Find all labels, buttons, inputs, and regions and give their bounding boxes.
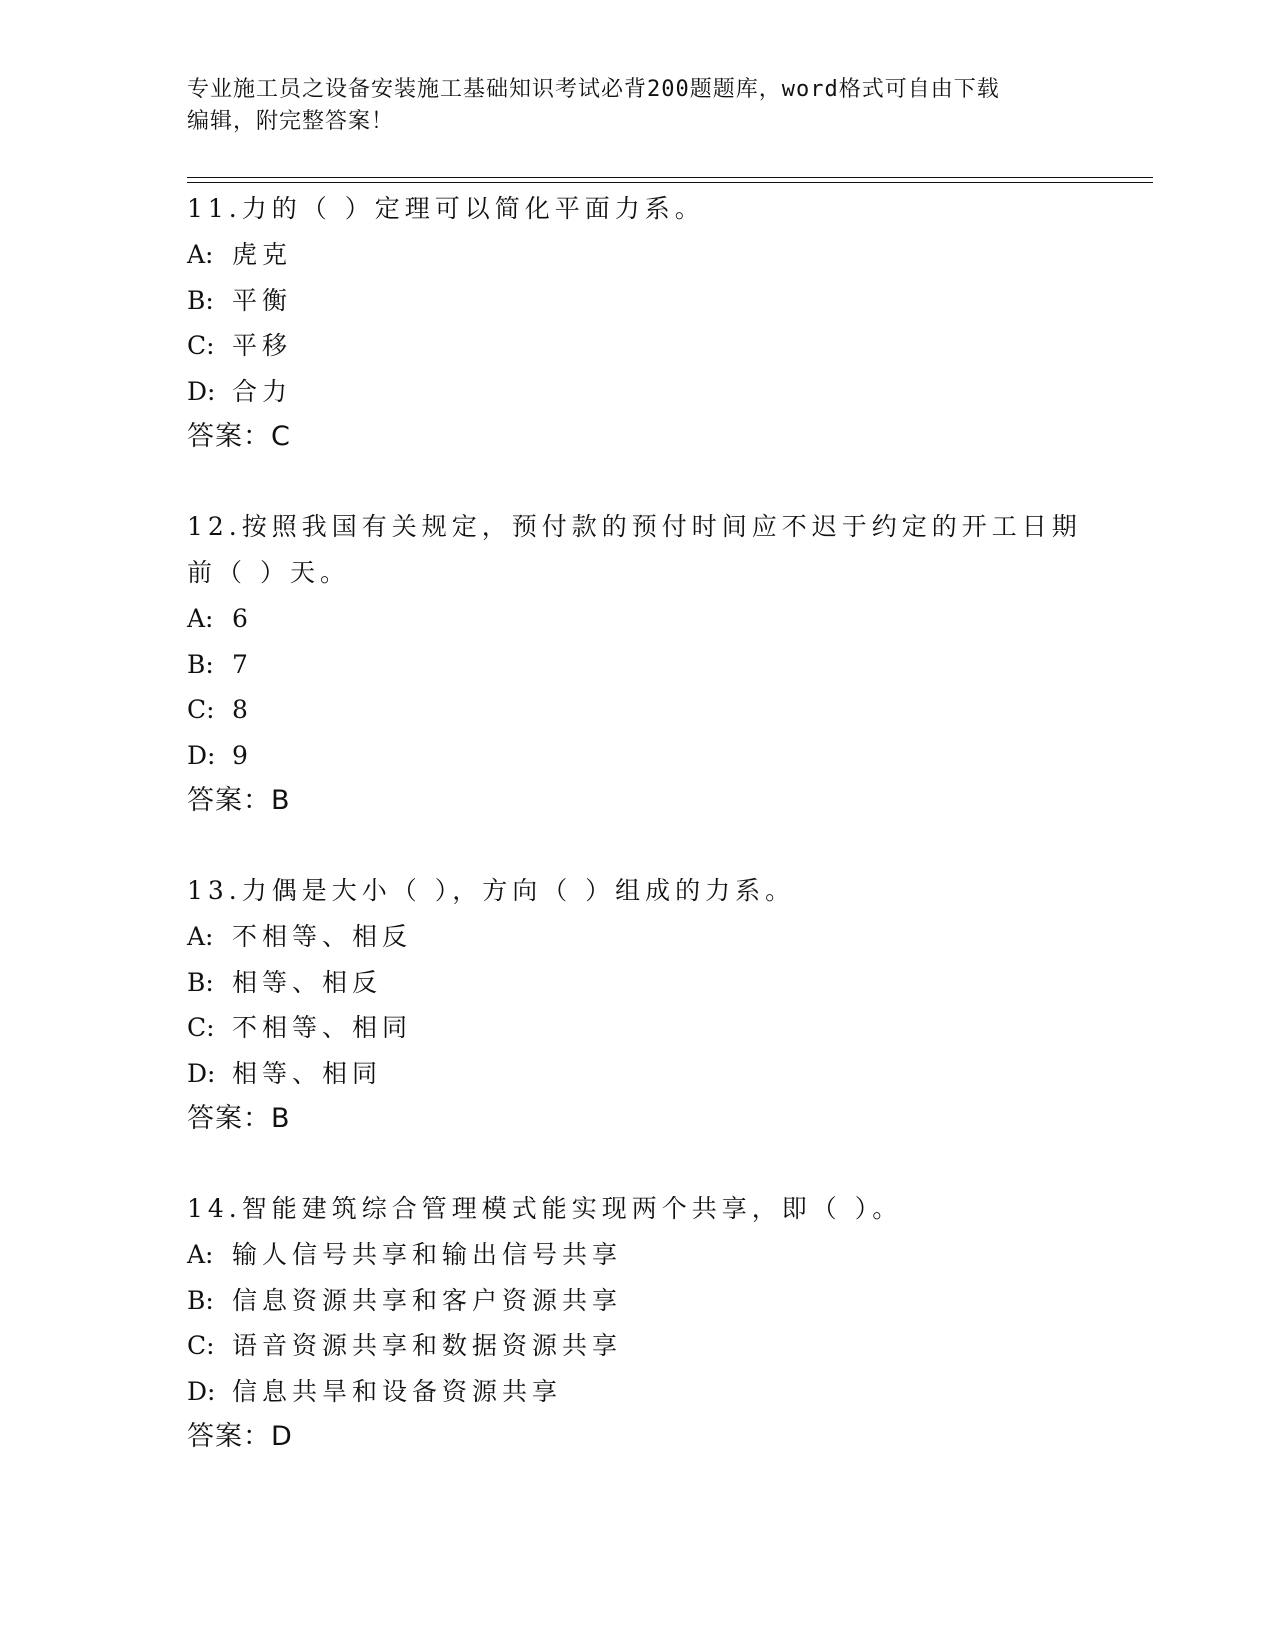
option-text: 相等、相同	[232, 1058, 383, 1088]
option-letter: D:	[187, 1058, 216, 1088]
option-b	[187, 642, 1087, 688]
question-title: 14.智能建筑综合管理模式能实现两个共享，即（ ）。	[187, 1194, 903, 1223]
question-title: 11.力的（ ）定理可以简化平面力系。	[187, 194, 705, 223]
option-text: 信息资源共享和客户资源共享	[232, 1285, 623, 1315]
option-letter: C:	[187, 695, 215, 724]
option-text: 信息共旱和设备资源共享	[232, 1376, 563, 1406]
option-text: 虎克	[232, 240, 293, 269]
option-letter: B:	[187, 1285, 214, 1315]
answer-line: 答案：B	[187, 1103, 291, 1134]
option-b	[187, 960, 1087, 1006]
option-text: 平移	[232, 331, 293, 360]
option-letter: A:	[187, 1240, 214, 1269]
option-b	[187, 1278, 1087, 1324]
option-letter: C:	[187, 1013, 215, 1042]
option-letter: B:	[187, 649, 214, 679]
option-letter: D:	[187, 740, 216, 770]
question-13	[187, 868, 1087, 1142]
option-text: 语音资源共享和数据资源共享	[232, 1331, 623, 1360]
answer-line: 答案：D	[187, 1421, 293, 1452]
option-a	[187, 596, 1087, 642]
option-c	[187, 323, 1087, 369]
option-letter: D:	[187, 1376, 216, 1406]
question-14	[187, 1186, 1087, 1460]
option-c	[187, 1005, 1087, 1051]
option-letter: A:	[187, 922, 214, 951]
option-d	[187, 733, 1087, 779]
question-12	[187, 504, 1087, 824]
option-text: 相等、相反	[232, 967, 383, 997]
option-c	[187, 687, 1087, 733]
option-text: 输人信号共享和输出信号共享	[232, 1240, 623, 1269]
question-title: 13.力偶是大小（ ），方向（ ）组成的力系。	[187, 876, 796, 905]
header-line-1: 专业施工员之设备安装施工基础知识考试必背200题题库，word格式可自由下载	[187, 77, 1000, 102]
option-letter: B:	[187, 967, 214, 997]
option-letter: B:	[187, 285, 214, 315]
header-line-2: 编辑，附完整答案！	[187, 109, 395, 134]
option-b	[187, 278, 1087, 324]
option-d	[187, 1369, 1087, 1415]
option-a	[187, 1232, 1087, 1278]
option-d	[187, 1051, 1087, 1097]
option-letter: A:	[187, 604, 214, 633]
option-letter: A:	[187, 240, 214, 269]
option-letter: C:	[187, 1331, 215, 1360]
option-d	[187, 369, 1087, 415]
option-letter: C:	[187, 331, 215, 360]
answer-line: 答案：C	[187, 421, 291, 452]
answer-line: 答案：B	[187, 785, 291, 816]
header-divider-top	[187, 177, 1153, 178]
option-text: 6	[232, 604, 253, 633]
option-text: 不相等、相反	[232, 922, 413, 951]
question-title: 12.按照我国有关规定，预付款的预付时间应不迟于约定的开工日期前（ ）天。	[187, 512, 1082, 587]
option-text: 平衡	[232, 285, 293, 315]
option-letter: D:	[187, 376, 216, 406]
header-divider-bottom	[187, 182, 1153, 183]
option-text: 不相等、相同	[232, 1013, 413, 1042]
option-text: 9	[232, 740, 253, 770]
option-text: 8	[232, 695, 253, 724]
option-text: 合力	[232, 376, 293, 406]
option-a	[187, 914, 1087, 960]
option-c	[187, 1323, 1087, 1369]
option-a	[187, 232, 1087, 278]
document-header	[187, 74, 1087, 138]
question-11	[187, 186, 1087, 460]
option-text: 7	[232, 649, 253, 679]
